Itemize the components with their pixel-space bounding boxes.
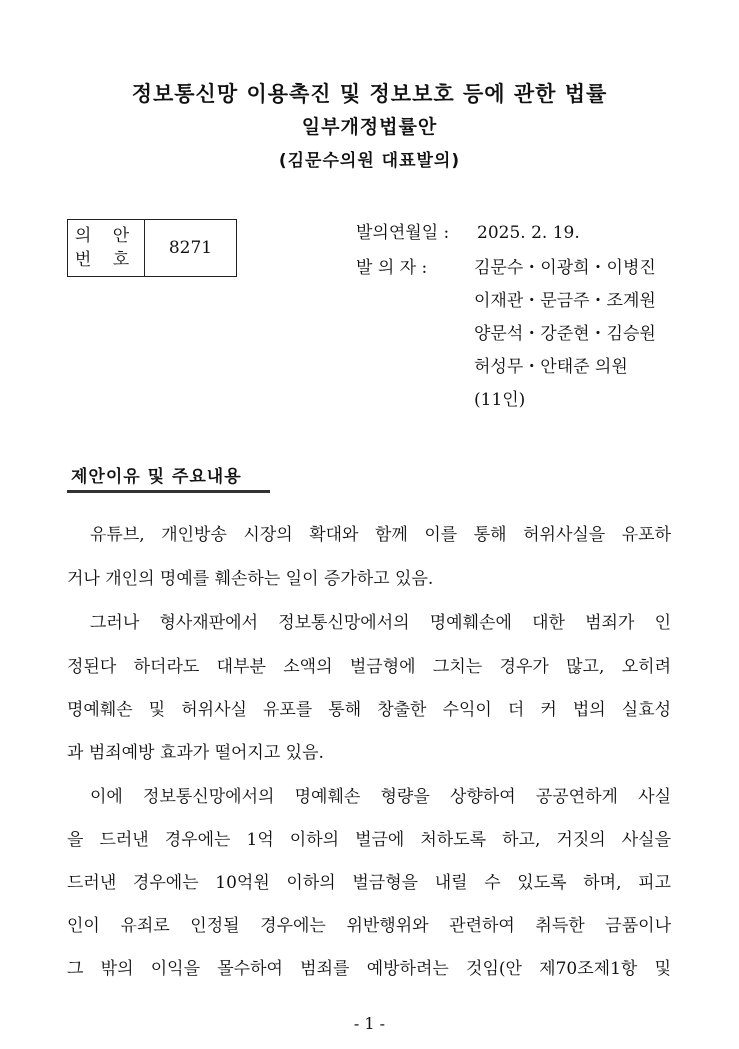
proposal-date-label: 발의연월일 : [356, 223, 450, 243]
bill-number-label-line2: 번 호 [74, 250, 138, 270]
page-number: - 1 - [353, 1014, 386, 1033]
section-heading: 제안이유 및 주요내용 [71, 467, 242, 487]
bill-number-label-line1: 의 안 [74, 226, 138, 246]
document-subtitle: 일부개정법률안 [301, 116, 438, 138]
body-line: 그러나 형사재판에서 정보통신망에서의 명예훼손에 대한 범죄가 인 [90, 613, 671, 633]
body-line: 이에 정보통신망에서의 명예훼손 형량을 상향하여 공공연하게 사실 [90, 787, 671, 807]
body-line: 인이 유죄로 인정될 경우에는 위반행위와 관련하여 취득한 금품이나 [67, 916, 671, 936]
proposer-line: 김문수・이광희・이병진 [474, 258, 656, 278]
body-line: 명예훼손 및 허위사실 유포를 통해 창출한 수익이 더 커 법의 실효성 [67, 700, 671, 720]
section-underline [67, 490, 270, 493]
body-line: 그 밖의 이익을 몰수하여 범죄를 예방하려는 것임(안 제70조제1항 및 [67, 959, 671, 979]
body-line: 거나 개인의 명예를 훼손하는 일이 증가하고 있음. [67, 569, 434, 589]
body-line: 과 범죄예방 효과가 떨어지고 있음. [67, 743, 324, 763]
proposer-count: (11인) [474, 390, 526, 410]
bill-number-box [67, 219, 237, 277]
document-title: 정보통신망 이용촉진 및 정보보호 등에 관한 법률 [131, 82, 608, 106]
body-line: 유튜브, 개인방송 시장의 확대와 함께 이를 통해 허위사실을 유포하 [90, 525, 671, 545]
bill-number-label [68, 220, 145, 276]
body-line: 드러낸 경우에는 10억원 이하의 벌금형을 내릴 수 있도록 하며, 피고 [67, 873, 671, 893]
proposer-line: 허성무・안태준 의원 [474, 357, 628, 377]
body-line: 정된다 하더라도 대부분 소액의 벌금형에 그치는 경우가 많고, 오히려 [67, 657, 671, 677]
body-line: 을 드러낸 경우에는 1억 이하의 벌금에 처하도록 하고, 거짓의 사실을 [67, 830, 671, 850]
proposer-label: 발 의 자 : [356, 258, 428, 278]
proposer-line: 이재관・문금주・조계원 [474, 291, 656, 311]
proposal-date: 2025. 2. 19. [477, 223, 580, 243]
proposer-line: 양문석・강준현・김승원 [474, 324, 656, 344]
document-sponsor: (김문수의원 대표발의) [278, 151, 461, 171]
bill-number-value: 8271 [168, 238, 213, 258]
